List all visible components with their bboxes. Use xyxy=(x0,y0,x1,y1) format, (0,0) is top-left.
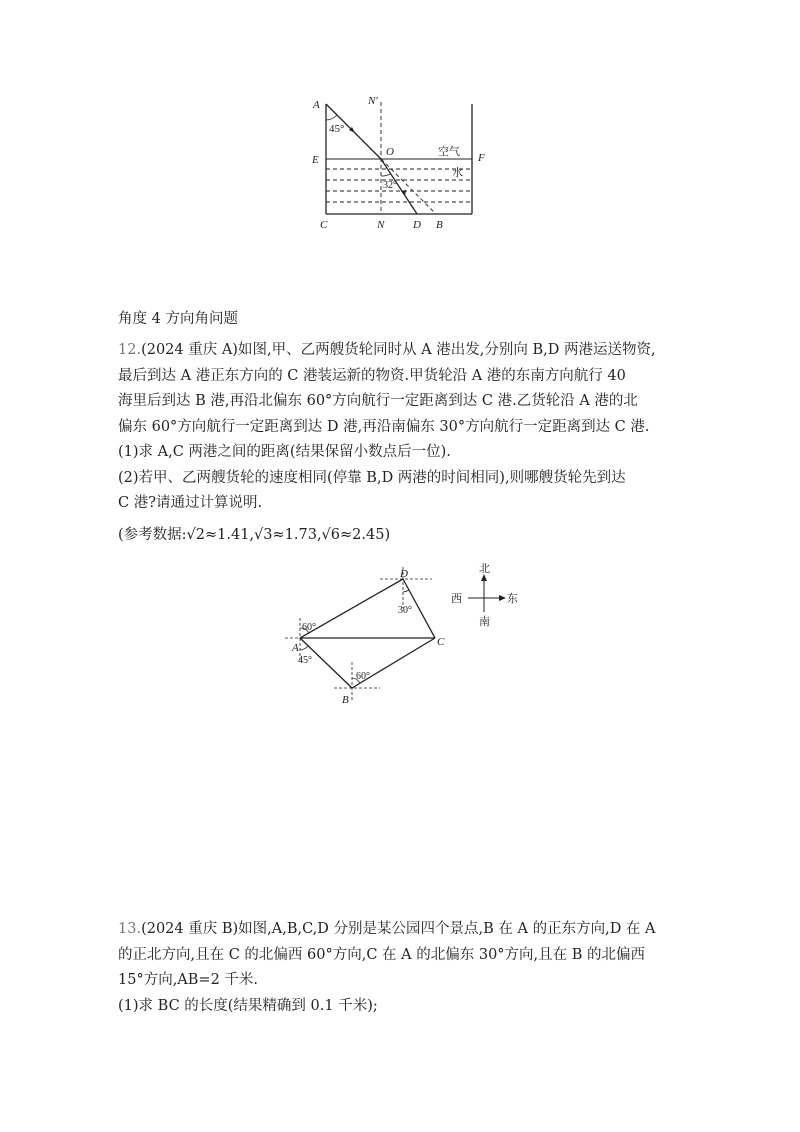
q12-line-2: 最后到达 A 港正东方向的 C 港装运新的物资.甲货轮沿 A 港的东南方向航行 40 xyxy=(118,367,626,384)
point-a-label: A xyxy=(292,642,299,654)
q13-line-1: 13.(2024 重庆 B)如图,A,B,C,D 分别是某公园四个景点,B 在 A 的正东方向,D 在 A xyxy=(118,921,656,937)
q12-line-7: C 港?请通过计算说明. xyxy=(118,495,263,511)
q12-line-3: 海里后到达 B 港,再沿北偏东 60°方向航行一定距离到达 C 港.乙货轮沿 A 港的北 xyxy=(118,393,638,409)
point-d-label: D xyxy=(413,219,421,231)
air-label: 空气 xyxy=(438,146,460,158)
compass-rose xyxy=(448,560,523,630)
q13-number: 13. xyxy=(118,921,142,937)
north-arrow-icon xyxy=(481,574,487,581)
angle-32-label: 32° xyxy=(383,180,397,191)
angle-45-label: 45° xyxy=(298,655,312,666)
compass-east-label: 东 xyxy=(507,593,518,605)
point-a-label: A xyxy=(313,99,320,111)
q12-line-6: (2)若甲、乙两艘货轮的速度相同(停靠 B,D 两港的时间相同),则哪艘货轮先到达 xyxy=(118,469,626,486)
q12-line-1: 12.(2024 重庆 A)如图,甲、乙两艘货轮同时从 A 港出发,分别向 B,D 两港运送物资, xyxy=(118,342,656,358)
point-c-label: C xyxy=(437,636,445,648)
q13-line-3: 15°方向,AB=2 千米. xyxy=(118,972,259,988)
point-f-label: F xyxy=(478,152,485,164)
q13-line-2: 的正北方向,且在 C 的北偏西 60°方向,C 在 A 的北偏东 30°方向,且在 B 的北偏西 xyxy=(118,946,646,963)
compass-south-label: 南 xyxy=(479,616,490,628)
east-arrow-icon xyxy=(499,595,506,601)
q13-line-4: (1)求 BC 的长度(结果精确到 0.1 千米); xyxy=(118,997,378,1014)
angle-30-label: 30° xyxy=(398,605,412,616)
point-c-label: C xyxy=(320,219,328,231)
water-label: 水 xyxy=(452,167,463,179)
angle-45-label: 45° xyxy=(329,123,345,135)
compass-west-label: 西 xyxy=(451,593,462,605)
q12-reference-data: (参考数据:√2≈1.41,√3≈1.73,√6≈2.45) xyxy=(118,526,391,543)
question-13 xyxy=(118,917,698,1019)
point-b-label: B xyxy=(342,694,349,706)
angle-60-b-label: 60° xyxy=(356,671,370,682)
point-n-label: N xyxy=(377,219,385,231)
compass-north-label: 北 xyxy=(479,563,490,575)
question-12 xyxy=(118,338,698,548)
point-b-label: B xyxy=(436,219,443,231)
angle-60-a-label: 60° xyxy=(302,622,316,633)
point-d-label: D xyxy=(400,568,408,580)
section-heading: 角度 4 方向角问题 xyxy=(118,311,238,327)
point-e-label: E xyxy=(312,154,319,166)
refraction-diagram xyxy=(300,88,500,240)
compass-diagram xyxy=(448,560,523,630)
point-n-prime-label: N′ xyxy=(368,95,378,107)
q12-line-5: (1)求 A,C 两港之间的距离(结果保留小数点后一位). xyxy=(118,444,451,460)
refraction-figure xyxy=(300,88,500,240)
point-o-label: O xyxy=(386,146,394,158)
q12-number: 12. xyxy=(118,342,142,358)
q12-line-4: 偏东 60°方向航行一定距离到达 D 港,再沿南偏东 30°方向航行一定距离到达 C 港. xyxy=(118,418,650,435)
